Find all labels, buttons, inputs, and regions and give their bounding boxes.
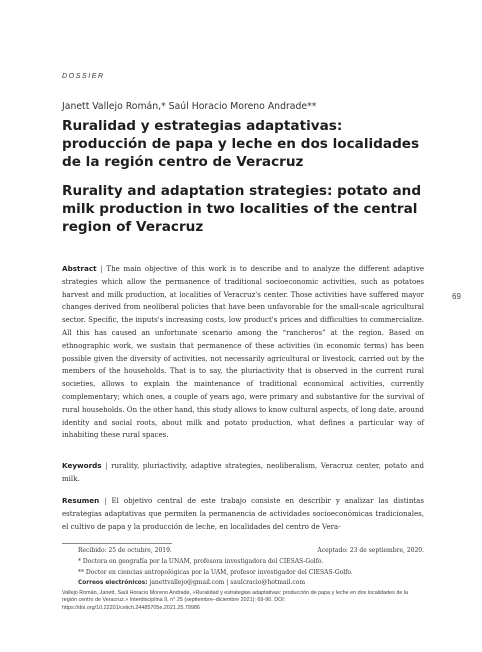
resumen-paragraph xyxy=(62,495,424,533)
title-english: Rurality and adaptation strategies: potato and milk production in two localities of the central region of Veracruz xyxy=(62,183,422,235)
page-number: 69 xyxy=(452,292,461,301)
footnote-author-1: * Doctora en geografía por la UNAM, profesora investigadora del CIESAS-Golfo. xyxy=(78,558,324,565)
received-date: Recibido: 25 de octubre, 2019. xyxy=(78,547,172,554)
abstract-separator: | xyxy=(96,264,107,273)
title-spanish: Ruralidad y estrategias adaptativas: producción de papa y leche en dos localidades de la región centro de Veracruz xyxy=(62,118,420,170)
article-authors: Janett Vallejo Román,* Saúl Horacio Moreno Andrade** xyxy=(62,101,317,112)
abstract-label: Abstract xyxy=(62,264,97,273)
keywords-paragraph xyxy=(62,460,424,486)
accepted-date: Aceptado: 23 de septiembre, 2020. xyxy=(317,547,424,554)
resumen-text: El objetivo central de este trabajo consiste en describir y analizar las distintas estrategias adaptativas que permiten la permanencia de actividades socioeconómicas tradicionales, el cultivo de papa y la producción de leche, en localidades del centro de Vera- xyxy=(62,496,425,531)
footnote-author-2: ** Doctor en ciencias antropológicas por la UAM, profesor investigador del CIESAS-Golfo. xyxy=(78,569,353,576)
citation-block: Vallejo Román, Janett, Saúl Horacio Moreno Andrade, «Ruralidad y estrategias adaptativas: producción de papa y leche en dos localidades de la región centro de Veracruz.» Interdisciplina 9, n° 25 (septiembre–diciembre 2021): 69-90. DOI: https://doi.org/10.22201/ceiich.24485705e.2021.25.79986 xyxy=(62,590,409,611)
abstract-text: The main objective of this work is to describe and to analyze the different adaptive strategies which allow the permanence of traditional socioeconomic activities, such as potatoes harvest and milk production, at localities of Veracruz's center. Those activities have suffered mayor changes derived from neoliberal policies that have been unfavorable for the small-scale agricultural sector. Specific, the inputs's increasing costs, low product's prices and difficulties to commercialize. All this has caused an unfortunate scenario among the “rancheros” at the region. Based on ethnographic work, we sustain that permanence of these activities (in economic terms) has been possible given the diversity of activities, not necessarily agricultural or livestock, carried out by the members of the households. That is to say, the pluriactivity that is observed in the current rural societies, allows to explain the maintenance of traditional economical activities, currently complementary; which ones, a couple of years ago, were primary and substantive for the survival of rural households. On the other hand, this study allows to know cultural aspects, of long date, around identity and social roots, about milk and potato production, what defines a particular way of inhabiting these rural spaces. xyxy=(62,264,425,440)
footnote-emails xyxy=(78,579,305,586)
resumen-label: Resumen xyxy=(62,496,100,505)
keywords-label: Keywords xyxy=(62,461,102,470)
keywords-separator: | xyxy=(101,461,112,470)
resumen-separator: | xyxy=(99,496,112,505)
keywords-text: rurality, pluriactivity, adaptive strategies, neoliberalism, Veracruz center, potato and milk. xyxy=(62,461,424,483)
section-tag: DOSSIER xyxy=(62,73,105,80)
footnote-divider xyxy=(62,543,172,544)
email-label: Correos electrónicos: xyxy=(78,580,148,586)
email-addresses[interactable]: janettvallejo@gmail.com | saulcracio@hotmail.com xyxy=(147,579,306,586)
abstract-paragraph xyxy=(62,263,424,442)
